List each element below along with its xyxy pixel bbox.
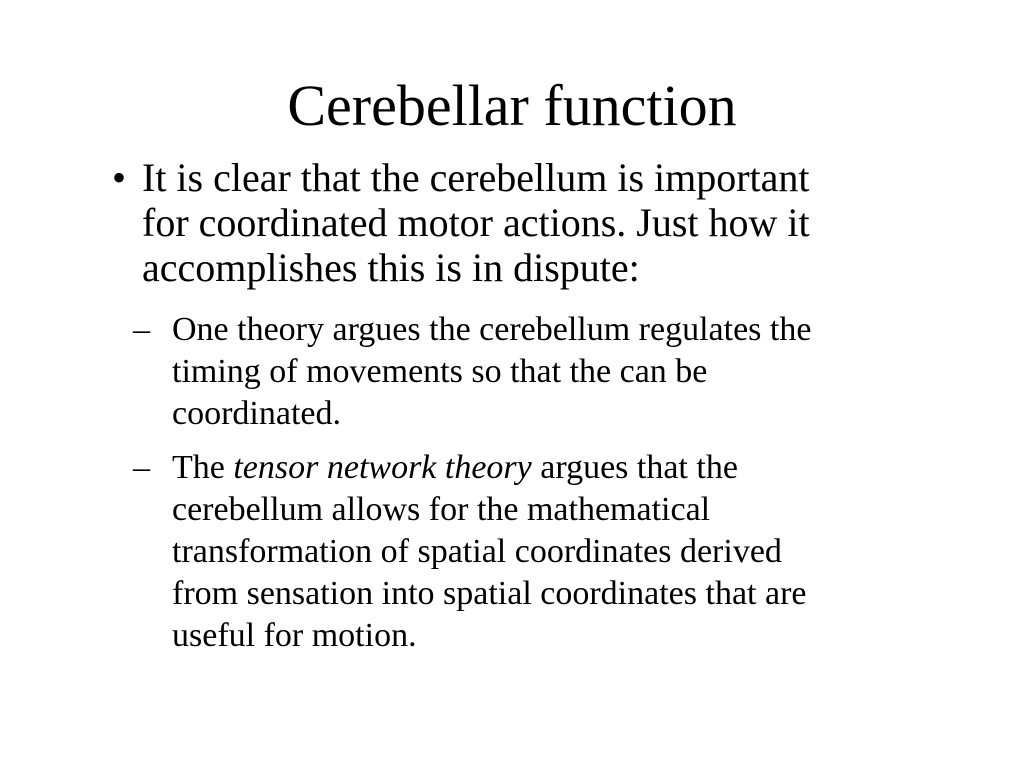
bullet-line: accomplishes this is in dispute: [142,245,640,290]
bullet-text [142,155,932,290]
sub-bullet-suffix: argues that the [531,449,738,486]
sub-bullet-line: cerebellum allows for the mathematical [172,491,711,528]
sub-bullet-line: coordinated. [172,395,341,432]
sub-bullet-line [172,447,924,489]
sub-bullet-prefix: The [172,449,234,486]
sub-bullet-text [172,309,924,435]
italic-term: tensor network theory [233,449,532,486]
sub-bullet-line: timing of movements so that the can be [172,353,708,390]
slide-title: Cerebellar function [287,73,737,138]
bullet-line: for coordinated motor actions. Just how it [142,200,810,245]
bullet-marker: • [112,155,127,200]
sub-bullet-line: One theory argues the cerebellum regulates the [172,311,812,348]
sub-bullet-marker: – [133,449,150,486]
sub-bullet-line: useful for motion. [172,617,417,654]
sub-bullet-line: transformation of spatial coordinates derived [172,533,782,570]
bullet-line: It is clear that the cerebellum is important [142,155,810,200]
sub-bullet-line: from sensation into spatial coordinates that are [172,575,807,612]
sub-bullet-text [172,447,924,657]
sub-bullet-marker: – [133,311,150,348]
